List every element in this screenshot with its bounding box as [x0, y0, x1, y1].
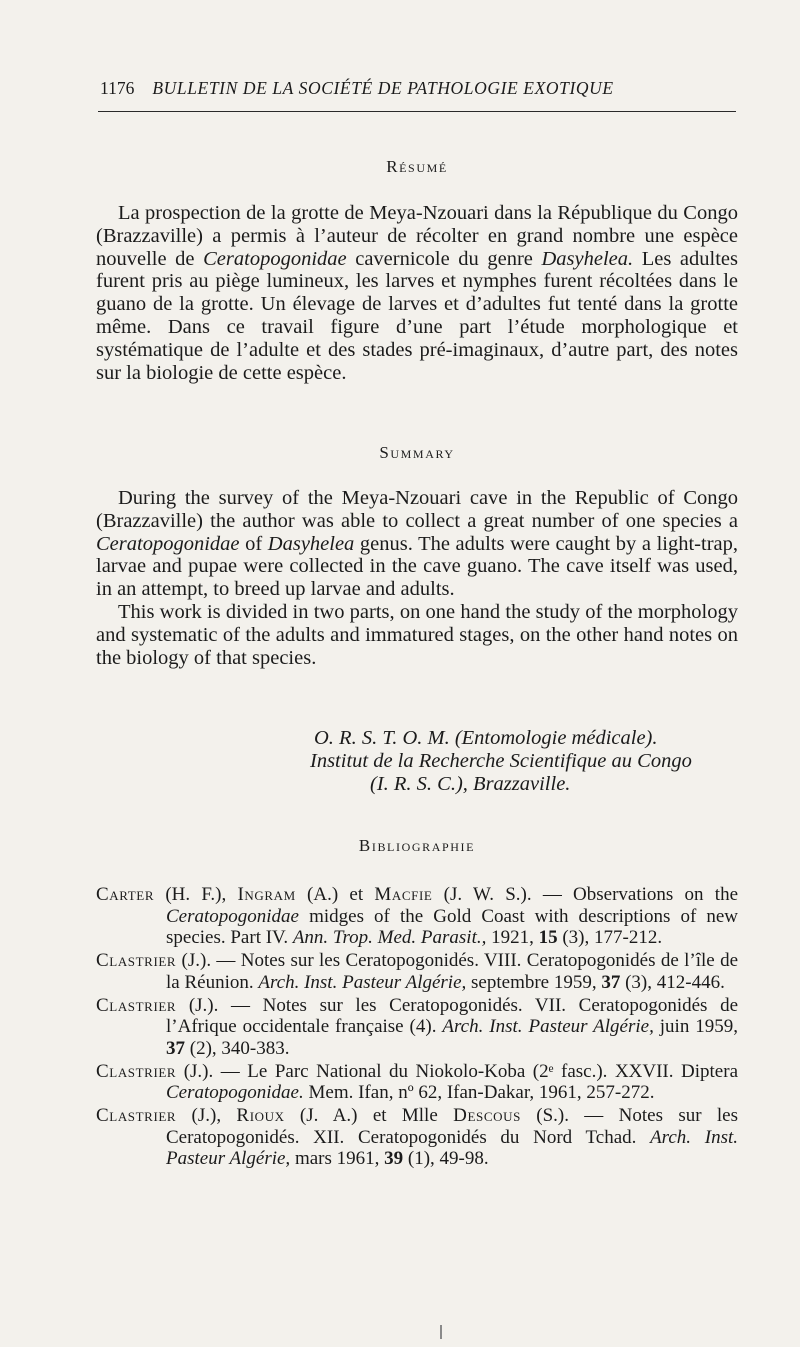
summary-heading: Summary [379, 443, 455, 462]
bibliography-heading: Bibliographie [358, 836, 476, 855]
author-initials: (J.), [176, 1105, 237, 1127]
resume-text-part: cavernicole du genre [346, 247, 542, 270]
reference-title: (J.). — Notes sur les Ceratopogonidés. VIII. Ceratopogonidés de l’île de la Réunion. [166, 950, 738, 993]
page-range: (2), 340-383. [185, 1037, 290, 1059]
journal-name: Arch. Inst. Pasteur Algérie, [442, 1016, 654, 1038]
margin-mark [440, 1325, 442, 1339]
taxon-name: Ceratopogonidae [166, 905, 299, 927]
reference-entry [96, 1061, 738, 1104]
summary-text-part: During the survey of the Meya-Nzouari cave in the Republic of Congo (Brazzaville) the author was able to collect a great number of one species a [96, 487, 738, 532]
affiliation-line-3: (I. R. S. C.), Brazzaville. [370, 773, 571, 795]
page-range: (3), 177-212. [557, 927, 663, 949]
bibliography-list [96, 884, 738, 1171]
resume-text-part: La prospection de la grotte de Meya-Nzouari dans la République du Congo (Brazzaville) a permis à l’auteur de récolter en grand nombre une espèce nouvelle de [96, 202, 738, 270]
taxon-name: Ceratopogonidae [203, 247, 347, 270]
taxon-name: Dasyhelea [267, 532, 355, 555]
journal-name: Arch. Inst. Pasteur Algérie, [258, 971, 467, 993]
running-header [100, 78, 740, 99]
author-name: Rioux [236, 1105, 285, 1127]
volume-number: 15 [538, 927, 558, 949]
reference-entry [96, 884, 738, 949]
summary-text-part: of [239, 532, 268, 555]
author-name: Clastrier [96, 1105, 177, 1127]
affiliation-line-2: Institut de la Recherche Scientifique au Congo [310, 750, 692, 772]
reference-year: 1921, [486, 927, 539, 949]
reference-title: Mem. Ifan, nº 62, Ifan-Dakar, 1961, 257-272. [303, 1082, 655, 1104]
author-name: Ingram [237, 884, 296, 905]
reference-entry [96, 995, 738, 1060]
summary-text-part: genus. The adults were caught by a light-trap, larvae and pupae were collected in the cave guano. The cave itself was used, in an attempt, to breed up larvae and adults. [96, 532, 739, 601]
reference-title: (S.). — Notes sur les Ceratopogonidés. XII. Ceratopogonidés du Nord Tchad. [166, 1105, 738, 1148]
author-name: Clastrier [96, 950, 177, 972]
author-name: Descous [453, 1105, 521, 1127]
reference-title: midges of the Gold Coast with descriptions of new species. Part IV. [166, 905, 738, 949]
taxon-name: Dasyhelea. [541, 247, 634, 270]
journal-name: Arch. Inst. Pasteur Algérie, [166, 1126, 738, 1170]
reference-entry [96, 1105, 738, 1170]
taxon-name: Ceratopogonidae. [166, 1082, 304, 1104]
author-initials: (A.) et [295, 884, 375, 905]
reference-title: (J.). — Le Parc National du Niokolo-Koba (2ᵉ fasc.). XXVII. Diptera [176, 1060, 738, 1082]
header-rule [98, 111, 736, 112]
page-range: (3), 412-446. [620, 971, 725, 993]
author-name: Clastrier [96, 1060, 177, 1082]
page-range: (1), 49-98. [403, 1148, 489, 1170]
summary-paragraph-2: This work is divided in two parts, on one hand the study of the morphology and systematic of the adults and immatured stages, on the other hand notes on the biology of that species. [96, 600, 738, 669]
summary-paragraph-1 [96, 487, 738, 601]
running-title: BULLETIN DE LA SOCIÉTÉ DE PATHOLOGIE EXOTIQUE [152, 78, 614, 98]
resume-heading: Résumé [386, 157, 448, 176]
author-initials: (J. A.) et Mlle [284, 1105, 454, 1127]
taxon-name: Ceratopogonidae [96, 532, 240, 555]
resume-text-part: Les adultes furent pris au piège lumineux, les larves et nymphes furent récoltées dans le guano de la grotte. Un élevage de larves et d’adultes fut tenté dans la grotte même. Dans ce travail figure d’une part l’étude morphologique et systématique de l’adulte et des stades pré-imaginaux, d’autre part, des notes sur la biologie de cette espèce. [96, 247, 738, 384]
reference-year: mars 1961, [290, 1148, 385, 1170]
author-initials: (H. F.), [154, 884, 238, 905]
summary-text [96, 487, 738, 669]
affiliation-line-1: O. R. S. T. O. M. (Entomologie médicale). [314, 727, 658, 749]
reference-year: juin 1959, [653, 1016, 738, 1038]
volume-number: 37 [166, 1037, 185, 1059]
page-number: 1176 [100, 78, 135, 98]
author-name: Carter [96, 884, 155, 905]
journal-name: Ann. Trop. Med. Parasit., [292, 927, 487, 949]
reference-title: (J. W. S.). — Observations on the [432, 884, 738, 905]
reference-year: septembre 1959, [466, 971, 602, 993]
reference-title: (J.). — Notes sur les Ceratopogonidés. VII. Ceratopogonidés de l’Afrique occidentale française (4). [166, 994, 738, 1038]
author-affiliation [96, 727, 738, 796]
volume-number: 37 [601, 971, 621, 993]
resume-text [96, 202, 738, 384]
author-name: Clastrier [96, 994, 177, 1016]
resume-paragraph [96, 202, 738, 384]
author-name: Macfie [374, 884, 433, 905]
volume-number: 39 [384, 1148, 404, 1170]
reference-entry [96, 950, 738, 993]
